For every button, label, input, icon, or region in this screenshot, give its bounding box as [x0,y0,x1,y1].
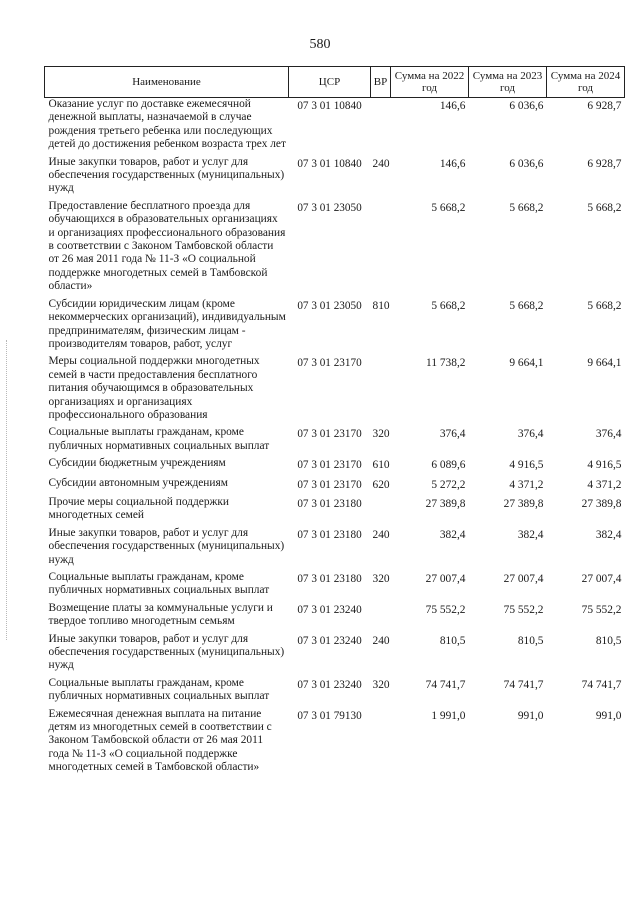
row-sum-2023: 27 389,8 [503,497,544,510]
row-vr [371,602,391,633]
table-row [45,496,625,527]
row-name: Субсидии автономным учреждениям [48,476,228,489]
row-sum-2023: 5 668,2 [509,201,544,214]
row-name: Меры социальной поддержки многодетных семей в части предоставления бесплатного питания обучающимся в образовательных организациях и организациях профессионального образования [48,355,260,421]
row-sum-2022: 74 741,7 [425,678,466,691]
row-name: Субсидии юридическим лицам (кроме некоммерческих организаций), индивидуальным предпринимателям, физическим лицам - производителям товаров, работ, услуг [48,297,286,350]
row-sum-2024: 4 916,5 [587,459,622,472]
row-sum-2022: 5 668,2 [431,299,466,312]
table-row [45,477,625,496]
table-row [45,156,625,200]
row-vr: 240 [372,157,390,170]
row-vr [371,200,391,298]
row-name: Иные закупки товаров, работ и услуг для обеспечения государственных (муниципальных) нужд [48,526,285,566]
row-csr: 07 3 01 23180 [297,497,362,510]
row-vr [371,708,391,779]
row-sum-2023: 382,4 [517,528,544,541]
table-row [45,298,625,356]
row-name: Предоставление бесплатного проезда для обучающихся в образовательных организациях и организациях профессионального образования в соответствии с Законом Тамбовской области от 26 мая 2011 года № 11-З «О социальной поддержке многодетных семей в Тамбовской области» [48,199,286,293]
row-name: Иные закупки товаров, работ и услуг для обеспечения государственных (муниципальных) нужд [48,155,285,195]
row-vr [371,98,391,156]
row-vr: 320 [372,573,390,585]
table-row [45,200,625,298]
row-name: Возмещение платы за коммунальные услуги и твердое топливо многодетным семьям [48,601,273,628]
row-sum-2024: 991,0 [595,709,622,722]
row-name: Социальные выплаты гражданам, кроме публичных нормативных социальных выплат [48,676,270,703]
row-sum-2024: 5 668,2 [587,299,622,312]
row-name: Иные закупки товаров, работ и услуг для обеспечения государственных (муниципальных) нужд [48,632,285,672]
row-sum-2023: 376,4 [517,428,544,441]
header-sum-2023: Сумма на 2023 год [469,67,547,98]
row-sum-2024: 810,5 [595,634,622,647]
row-vr: 320 [372,428,390,441]
row-csr: 07 3 01 23180 [297,573,362,585]
row-name: Прочие меры социальной поддержки многодетных семей [48,495,230,522]
row-csr: 07 3 01 79130 [297,709,362,722]
row-name: Социальные выплаты гражданам, кроме публичных нормативных социальных выплат [48,571,270,597]
row-sum-2024: 4 371,2 [587,478,622,491]
row-sum-2023: 810,5 [517,634,544,647]
row-sum-2024: 27 389,8 [581,497,622,510]
row-sum-2023: 991,0 [517,709,544,722]
header-vr: ВР [371,67,391,98]
row-sum-2024: 9 664,1 [587,357,622,370]
row-vr: 610 [372,459,390,472]
row-sum-2022: 810,5 [439,634,466,647]
row-sum-2024: 6 928,7 [587,157,622,170]
row-sum-2022: 27 007,4 [425,573,466,585]
row-csr: 07 3 01 23180 [297,528,362,541]
row-sum-2022: 11 738,2 [426,357,466,370]
row-sum-2022: 146,6 [439,157,466,170]
row-sum-2023: 9 664,1 [509,357,544,370]
row-sum-2022: 146,6 [439,100,466,112]
row-csr: 07 3 01 10840 [297,100,362,112]
row-name: Субсидии бюджетным учреждениям [48,457,226,470]
table-header-row [45,67,625,98]
row-csr: 07 3 01 10840 [297,157,362,170]
table-row [45,355,625,426]
row-vr: 320 [372,678,390,691]
row-sum-2024: 382,4 [595,528,622,541]
row-sum-2024: 27 007,4 [581,573,622,585]
row-csr: 07 3 01 23240 [297,678,362,691]
table-row [45,426,625,457]
row-name: Социальные выплаты гражданам, кроме публичных нормативных социальных выплат [48,426,270,452]
row-sum-2024: 74 741,7 [581,678,622,691]
row-sum-2023: 74 741,7 [503,678,544,691]
row-sum-2024: 75 552,2 [581,603,622,616]
row-vr: 240 [372,528,390,541]
budget-table [44,66,625,779]
row-sum-2023: 4 916,5 [509,459,544,472]
row-vr [371,496,391,527]
scan-edge-marks [6,340,9,640]
row-csr: 07 3 01 23170 [297,357,362,370]
row-vr [371,355,391,426]
row-sum-2022: 376,4 [439,428,466,441]
row-csr: 07 3 01 23240 [297,603,362,616]
row-sum-2022: 5 668,2 [431,201,466,214]
row-sum-2023: 4 371,2 [509,478,544,491]
page-number: 580 [309,37,331,52]
row-sum-2024: 5 668,2 [587,201,622,214]
table-row [45,677,625,708]
row-csr: 07 3 01 23170 [297,478,362,491]
row-sum-2022: 1 991,0 [431,709,466,722]
row-sum-2022: 27 389,8 [425,497,466,510]
row-sum-2023: 5 668,2 [509,299,544,312]
table-row [45,457,625,476]
row-csr: 07 3 01 23050 [297,201,362,214]
header-sum-2024: Сумма на 2024 год [547,67,625,98]
row-sum-2023: 75 552,2 [503,603,544,616]
header-csr: ЦСР [289,67,371,98]
row-sum-2022: 6 089,6 [431,459,466,472]
row-vr: 810 [372,299,390,312]
row-csr: 07 3 01 23170 [297,459,362,472]
table-row [45,527,625,571]
row-vr: 620 [372,478,390,491]
row-sum-2022: 5 272,2 [431,478,466,491]
table-row [45,98,625,156]
row-csr: 07 3 01 23050 [297,299,362,312]
table-row [45,602,625,633]
row-csr: 07 3 01 23170 [297,428,362,441]
row-csr: 07 3 01 23240 [297,634,362,647]
row-sum-2023: 27 007,4 [503,573,544,585]
table-row [45,708,625,779]
header-sum-2022: Сумма на 2022 год [391,67,469,98]
row-name: Оказание услуг по доставке ежемесячной денежной выплаты, назначаемой в случае рождения третьего ребенка или последующих детей до достижения ребенком возраста трех лет [48,98,286,151]
row-name: Ежемесячная денежная выплата на питание детям из многодетных семей в соответствии с Законом Тамбовской области от 26 мая 2011 года № 11-З «О социальной поддержке многодетных семей в Тамбовской области» [48,707,272,774]
table-row [45,633,625,677]
row-vr: 240 [372,634,390,647]
header-name: Наименование [45,67,289,98]
table-row [45,571,625,602]
row-sum-2023: 6 036,6 [509,157,544,170]
row-sum-2023: 6 036,6 [509,100,544,112]
row-sum-2022: 75 552,2 [425,603,466,616]
row-sum-2024: 376,4 [595,428,622,441]
row-sum-2022: 382,4 [439,528,466,541]
row-sum-2024: 6 928,7 [587,100,622,112]
